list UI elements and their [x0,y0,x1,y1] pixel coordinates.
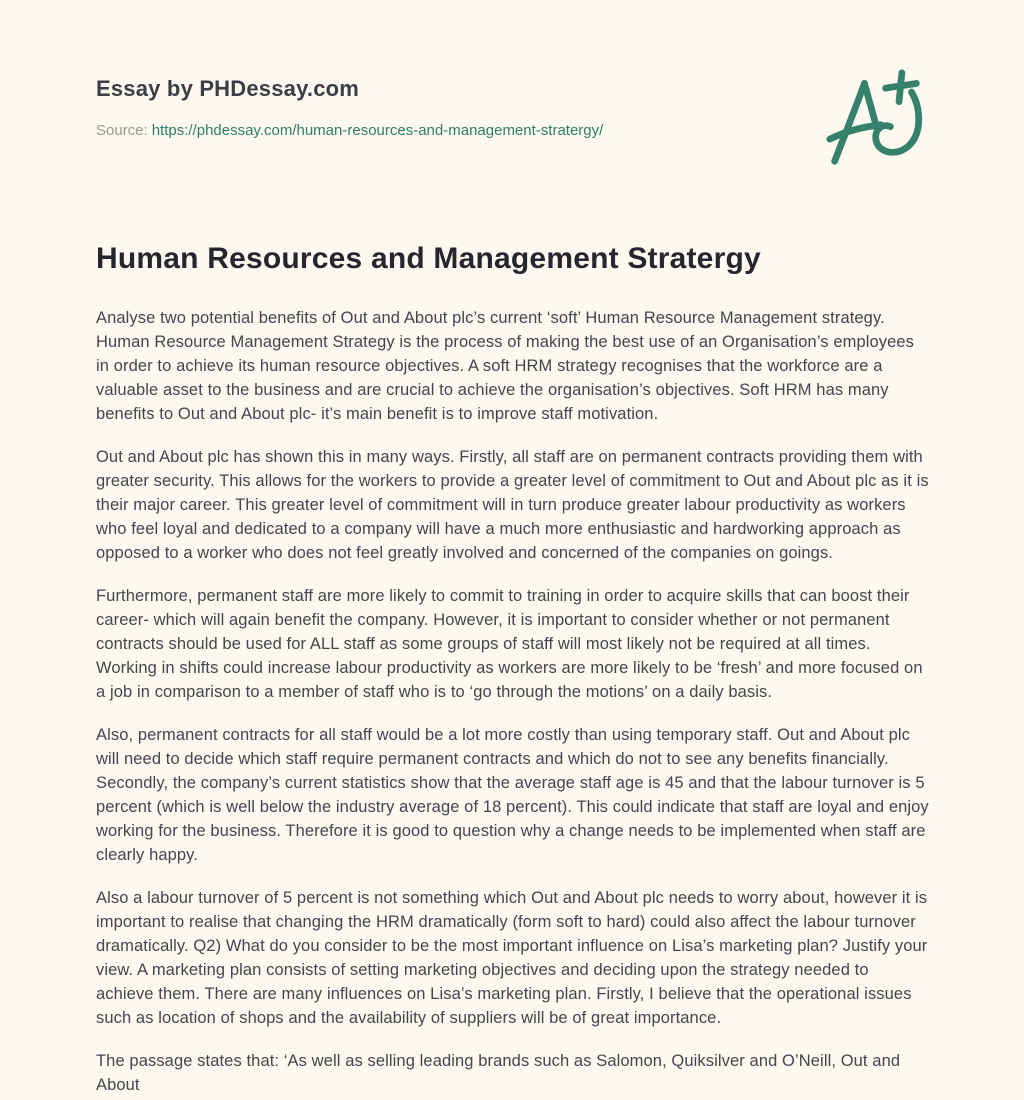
essay-paragraph: Out and About plc has shown this in many ways. Firstly, all staff are on permanent contracts providing them with greater security. This allows for the workers to provide a greater level of commitment to Out and About plc as it is their major career. This greater level of commitment will in turn produce greater labour productivity as workers who feel loyal and dedicated to a company will have a much more enthusiastic and hardworking approach as opposed to a worker who does not feel greatly involved and concerned of the companies on goings. [96,448,929,562]
source-line [96,122,820,139]
essay-paragraph: Analyse two potential benefits of Out and About plc’s current ‘soft’ Human Resource Management strategy. Human Resource Management Strategy is the process of making the best use of an Organisation’s employees in order to achieve its human resource objectives. A soft HRM strategy recognises that the workforce are a valuable asset to the business and are crucial to achieve the organisation’s objectives. Soft HRM has many benefits to Out and About plc- it’s main benefit is to improve staff motivation. [96,309,915,423]
page-header [96,76,930,168]
source-label: Source: [96,122,148,139]
essay-paragraph: Furthermore, permanent staff are more likely to commit to training in order to acquire skills that can boost their career- which will again benefit the company. However, it is important to consider whether or not permanent contracts should be used for ALL staff as some groups of staff will most likely not be required at all times. Working in shifts could increase labour productivity as workers are more likely to be ‘fresh’ and more focused on a job in comparison to a member of staff who is to ‘go through the motions’ on a daily basis. [96,587,923,701]
essay-title: Human Resources and Management Stratergy [96,242,761,275]
essay-paragraph: Also a labour turnover of 5 percent is not something which Out and About plc needs to worry about, however it is important to realise that changing the HRM dramatically (form soft to hard) could also affect the labour turnover dramatically. Q2) What do you consider to be the most important influence on Lisa’s marketing plan? Justify your view. A marketing plan consists of setting marketing objectives and deciding upon the strategy needed to achieve them. There are many influences on Lisa’s marketing plan. Firstly, I believe that the operational issues such as location of shops and the availability of suppliers will be of great importance. [96,889,928,1027]
phdessay-logo [820,68,930,168]
essay-paragraph: The passage states that: ‘As well as selling leading brands such as Salomon, Quiksilver and O’Neill, Out and About [96,1052,901,1094]
source-url-link[interactable]: https://phdessay.com/human-resources-and-management-stratergy/ [151,122,604,139]
a-plus-logo-icon [820,68,930,168]
essay-body [96,306,930,1097]
essay-byline: Essay by PHDessay.com [96,76,360,101]
essay-paragraph: Also, permanent contracts for all staff would be a lot more costly than using temporary staff. Out and About plc will need to decide which staff require permanent contracts and which do not to see any benefits financially. Secondly, the company’s current statistics show that the average staff age is 45 and that the labour turnover is 5 percent (which is well below the industry average of 18 percent). This could indicate that staff are loyal and enjoy working for the business. Therefore it is good to question why a change needs to be implemented when staff are clearly happy. [96,726,929,864]
